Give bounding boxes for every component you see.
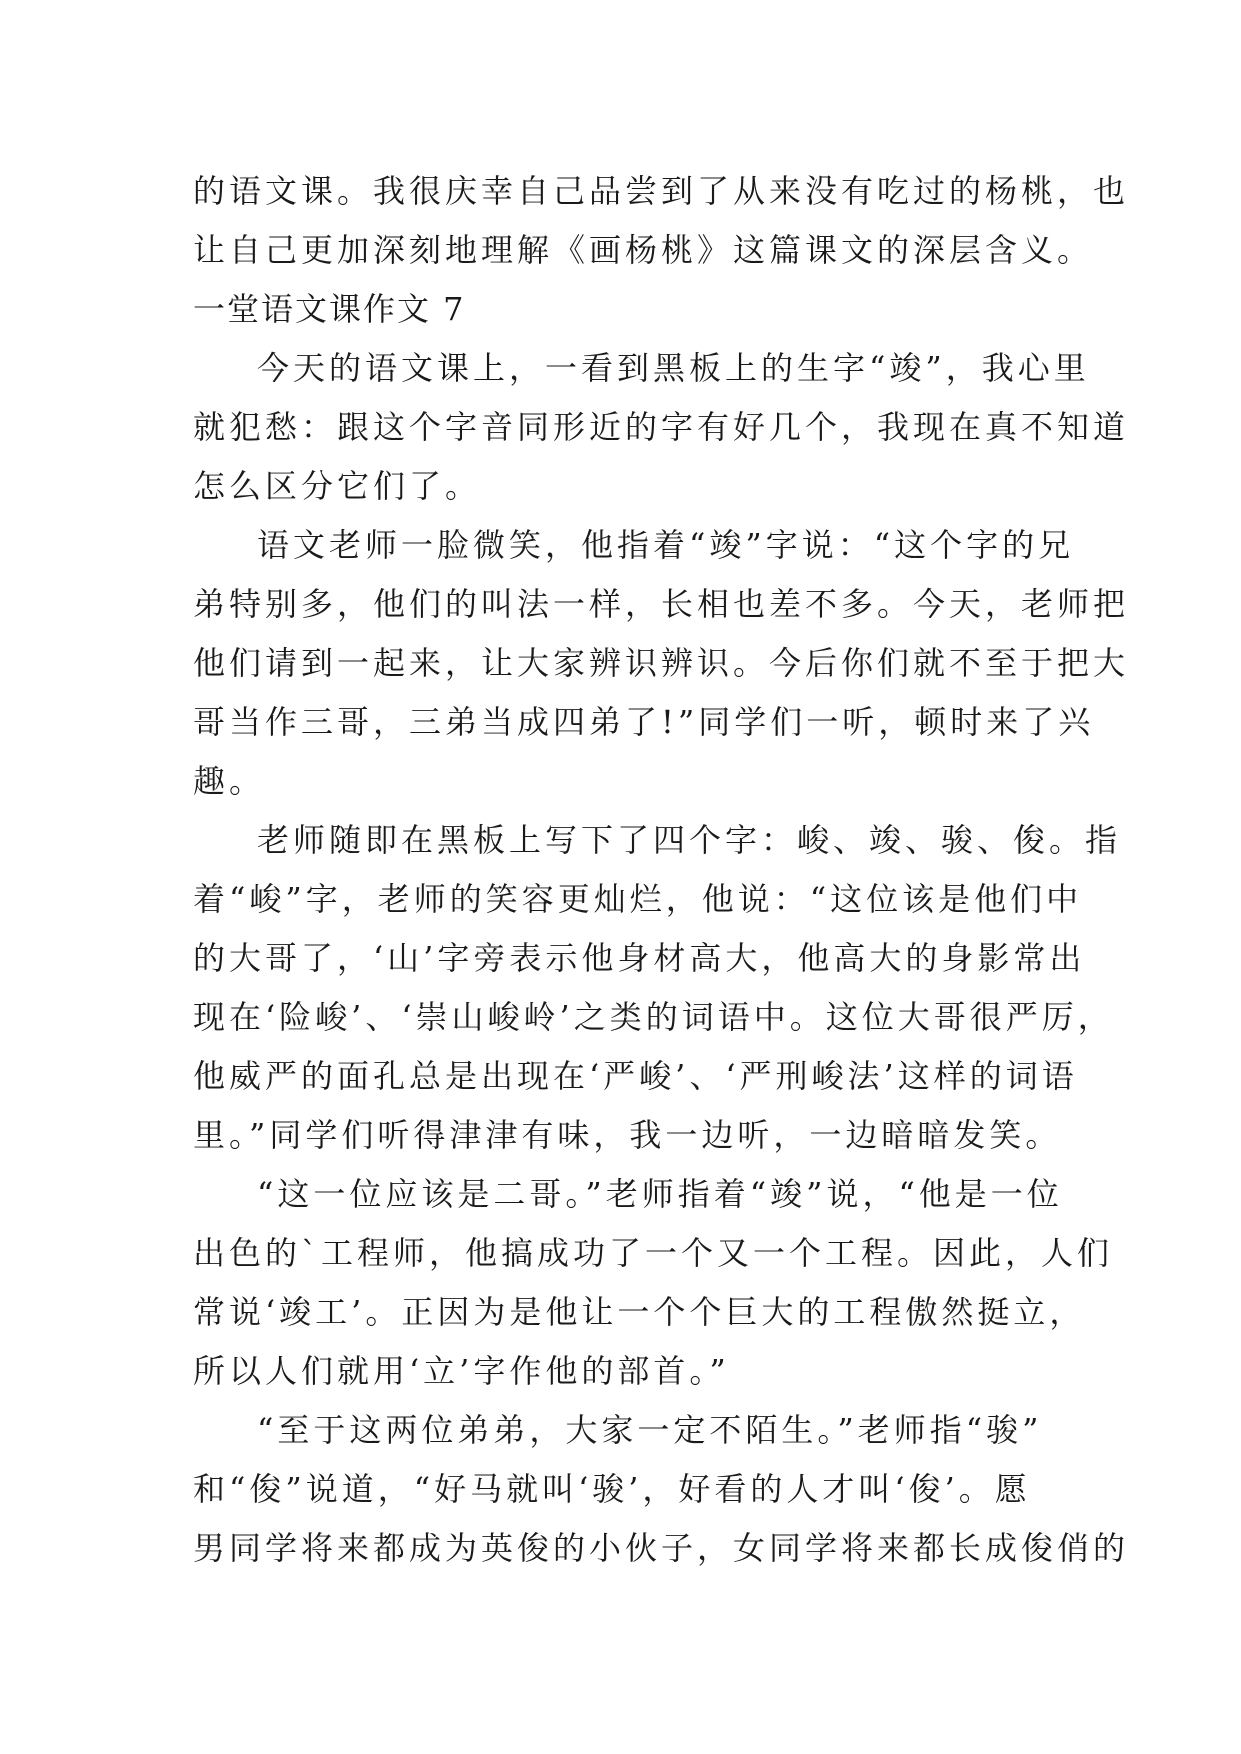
text-line: 怎么区分它们了。	[193, 467, 482, 505]
text-line: 趣。	[193, 762, 266, 800]
text-line: 所以人们就用‘立’字作他的部首。”	[193, 1352, 730, 1390]
text-line: 的语文课。我很庆幸自己品尝到了从来没有吃过的杨桃，也	[193, 172, 1130, 210]
paragraph-first-line: 语文老师一脸微笑，他指着“竣”字说：“这个字的兄	[257, 526, 1075, 564]
text-line: 他们请到一起来，让大家辨识辨识。今后你们就不至于把大	[193, 644, 1130, 682]
text-line: 男同学将来都成为英俊的小伙子，女同学将来都长成俊俏的	[193, 1529, 1130, 1567]
text-line: 的大哥了，‘山’字旁表示他身材高大，他高大的身影常出	[193, 939, 1086, 977]
text-line: 出色的`工程师，他搞成功了一个又一个工程。因此，人们	[193, 1234, 1114, 1272]
paragraph-first-line: 老师随即在黑板上写下了四个字：峻、竣、骏、俊。指	[257, 821, 1122, 859]
document-body	[193, 162, 1130, 1578]
text-line: 现在‘险峻’、‘崇山峻岭’之类的词语中。这位大哥很严厉，	[193, 998, 1114, 1036]
text-line: 让自己更加深刻地理解《画杨桃》这篇课文的深层含义。	[193, 231, 1094, 269]
text-line: 他威严的面孔总是出现在‘严峻’、‘严刑峻法’这样的词语	[193, 1057, 1078, 1095]
text-line: 常说‘竣工’。正因为是他让一个个巨大的工程傲然挺立，	[193, 1293, 1086, 1331]
text-line: 弟特别多，他们的叫法一样，长相也差不多。今天，老师把	[193, 585, 1130, 623]
text-line: 着“峻”字，老师的笑容更灿烂，他说：“这位该是他们中	[193, 880, 1083, 918]
text-line: 哥当作三哥，三弟当成四弟了!”同学们一听，顿时来了兴	[193, 703, 1095, 741]
text-line: 和“俊”说道，“好马就叫‘骏’，好看的人才叫‘俊’。愿	[193, 1470, 1031, 1508]
text-line: 里。”同学们听得津津有味，我一边听，一边暗暗发笑。	[193, 1116, 1062, 1154]
section-heading: 一堂语文课作文 7	[193, 290, 466, 328]
paragraph-first-line: “至于这两位弟弟，大家一定不陌生。”老师指“骏”	[257, 1411, 1043, 1449]
paragraph-first-line: 今天的语文课上，一看到黑板上的生字“竣”，我心里	[257, 349, 1090, 387]
paragraph-first-line: “这一位应该是二哥。”老师指着“竣”说，“他是一位	[257, 1175, 1063, 1213]
text-line: 就犯愁：跟这个字音同形近的字有好几个，我现在真不知道	[193, 408, 1130, 446]
